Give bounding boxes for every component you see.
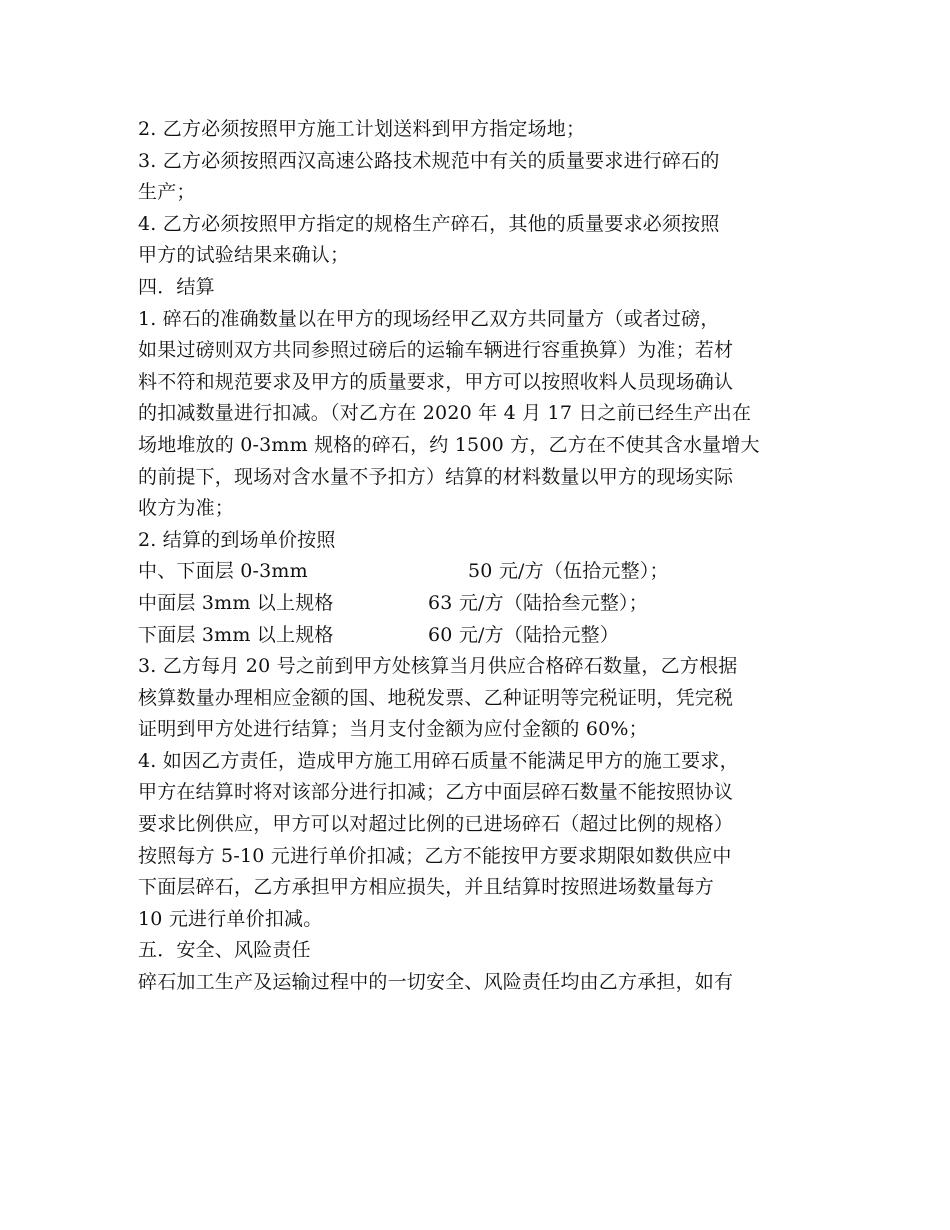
section-heading-safety: 五．安全、风险责任 xyxy=(138,939,311,962)
clause-line: 的扣减数量进行扣减。（对乙方在 2020 年 4 月 17 日之前已经生产出在 xyxy=(138,402,752,425)
clause-line: 3. 乙方每月 20 号之前到甲方处核算当月供应合格碎石数量，乙方根据 xyxy=(138,655,738,678)
clause-line: 核算数量办理相应金额的国、地税发票、乙种证明等完税证明，凭完税 xyxy=(138,686,734,709)
document-body xyxy=(138,114,828,999)
clause-line: 生产； xyxy=(138,181,196,204)
price-spec: 中面层 3mm 以上规格 xyxy=(138,591,334,614)
price-value: 63 元/方（陆拾叁元整）； xyxy=(428,591,648,614)
clause-line: 按照每方 5-10 元进行单价扣减；乙方不能按甲方要求期限如数供应中 xyxy=(138,844,732,867)
clause-line: 碎石加工生产及运输过程中的一切安全、风险责任均由乙方承担，如有 xyxy=(138,971,734,994)
clause-line: 场地堆放的 0-3mm 规格的碎石，约 1500 方，乙方在不使其含水量增大 xyxy=(138,433,760,456)
clause-line: 如果过磅则双方共同参照过磅后的运输车辆进行容重换算）为准；若材 xyxy=(138,339,734,362)
clause-line: 甲方的试验结果来确认； xyxy=(138,244,350,267)
clause-line: 料不符和规范要求及甲方的质量要求，甲方可以按照收料人员现场确认 xyxy=(138,370,734,393)
clause-line: 证明到甲方处进行结算；当月支付金额为应付金额的 60%； xyxy=(138,718,648,741)
clause-line: 收方为准； xyxy=(138,497,235,520)
clause-line: 2. 乙方必须按照甲方施工计划送料到甲方指定场地； xyxy=(138,118,586,140)
clause-line: 3. 乙方必须按照西汉高速公路技术规范中有关的质量要求进行碎石的 xyxy=(138,149,720,172)
clause-line: 4. 如因乙方责任，造成甲方施工用碎石质量不能满足甲方的施工要求， xyxy=(138,749,739,772)
clause-line: 10 元进行单价扣减。 xyxy=(138,907,323,930)
price-row xyxy=(138,620,828,652)
price-row xyxy=(138,588,828,620)
price-row xyxy=(138,556,828,588)
section-heading-settlement: 四．结算 xyxy=(138,275,215,298)
price-value: 50 元/方（伍拾元整）； xyxy=(468,560,669,583)
clause-line: 2. 结算的到场单价按照 xyxy=(138,528,336,551)
clause-line: 要求比例供应，甲方可以对超过比例的已进场碎石（超过比例的规格） xyxy=(138,813,734,836)
clause-line: 4. 乙方必须按照甲方指定的规格生产碎石，其他的质量要求必须按照 xyxy=(138,212,720,235)
clause-line: 下面层碎石，乙方承担甲方相应损失，并且结算时按照进场数量每方 xyxy=(138,876,715,899)
price-spec: 中、下面层 0-3mm xyxy=(138,560,308,583)
clause-line: 的前提下，现场对含水量不予扣方）结算的材料数量以甲方的现场实际 xyxy=(138,465,734,488)
price-value: 60 元/方（陆拾元整） xyxy=(428,623,620,646)
clause-line: 甲方在结算时将对该部分进行扣减；乙方中面层碎石数量不能按照协议 xyxy=(138,781,734,804)
clause-line: 1. 碎石的准确数量以在甲方的现场经甲乙双方共同量方（或者过磅， xyxy=(138,307,720,330)
price-spec: 下面层 3mm 以上规格 xyxy=(138,623,334,646)
